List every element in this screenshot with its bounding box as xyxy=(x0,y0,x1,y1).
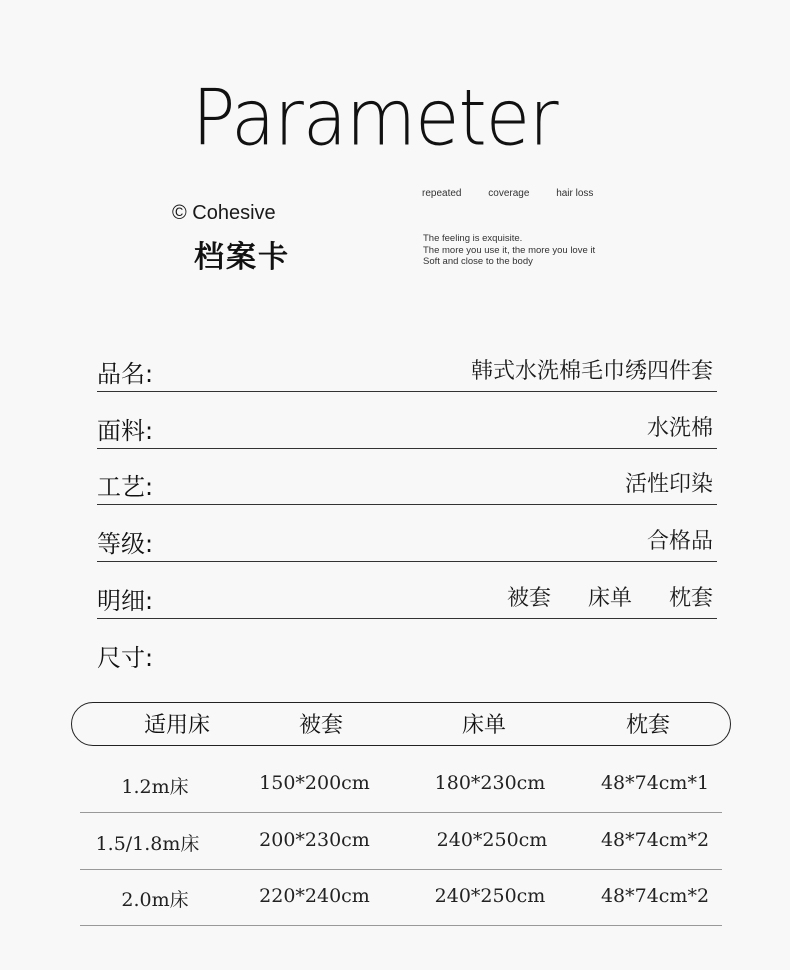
param-label: 等级: xyxy=(97,530,154,558)
size-cell: 1.5/1.8m床 xyxy=(95,833,200,855)
param-label: 工艺: xyxy=(97,473,154,501)
size-cell: 48*74cm*2 xyxy=(600,829,710,851)
size-cell: 240*250cm xyxy=(436,829,548,851)
param-value: 合格品 xyxy=(646,529,713,554)
size-cell: 200*230cm xyxy=(259,829,370,851)
card-title: 档案卡 xyxy=(194,240,290,275)
param-row-craft xyxy=(97,464,717,505)
detail-item: 枕套 xyxy=(668,586,713,611)
tag-coverage: coverage xyxy=(488,188,530,199)
param-row-product-name xyxy=(97,351,717,392)
size-header-cell: 适用床 xyxy=(143,713,210,738)
size-cell: 48*74cm*1 xyxy=(600,772,710,794)
param-value: 活性印染 xyxy=(624,472,713,497)
param-row-grade xyxy=(97,521,717,562)
slogan-line: The feeling is exquisite. xyxy=(423,233,523,244)
tag-repeated: repeated xyxy=(422,188,462,199)
param-value: 水洗棉 xyxy=(646,416,713,441)
size-header-cell: 被套 xyxy=(298,713,343,738)
size-cell: 220*240cm xyxy=(259,885,370,907)
param-label: 品名: xyxy=(97,360,154,388)
size-cell: 2.0m床 xyxy=(121,889,189,911)
size-header-cell: 枕套 xyxy=(625,713,670,738)
size-label: 尺寸: xyxy=(97,644,154,672)
param-label: 面料: xyxy=(97,417,154,445)
size-cell: 1.2m床 xyxy=(121,776,189,798)
detail-item: 被套 xyxy=(506,586,551,611)
param-value: 韩式水洗棉毛巾绣四件套 xyxy=(470,359,713,384)
slogan xyxy=(423,233,595,268)
size-cell: 240*250cm xyxy=(434,885,546,907)
size-cell: 48*74cm*2 xyxy=(600,885,710,907)
size-cell: 150*200cm xyxy=(259,772,370,794)
brand-name: © Cohesive xyxy=(172,202,276,224)
param-row-fabric xyxy=(97,408,717,449)
table-row xyxy=(80,756,722,813)
slogan-line: Soft and close to the body xyxy=(423,256,533,267)
tag-hair-loss: hair loss xyxy=(556,188,594,199)
param-label: 明细: xyxy=(97,587,154,615)
slogan-line: The more you use it, the more you love it xyxy=(423,244,596,256)
tag-list xyxy=(422,188,617,199)
param-value xyxy=(477,581,713,612)
table-row xyxy=(80,869,722,926)
param-row-details xyxy=(97,578,717,619)
size-cell: 180*230cm xyxy=(434,772,546,794)
detail-item: 床单 xyxy=(587,586,632,611)
size-header-cell: 床单 xyxy=(461,713,506,738)
table-row xyxy=(80,813,722,870)
page-title: Parameter xyxy=(192,72,558,163)
